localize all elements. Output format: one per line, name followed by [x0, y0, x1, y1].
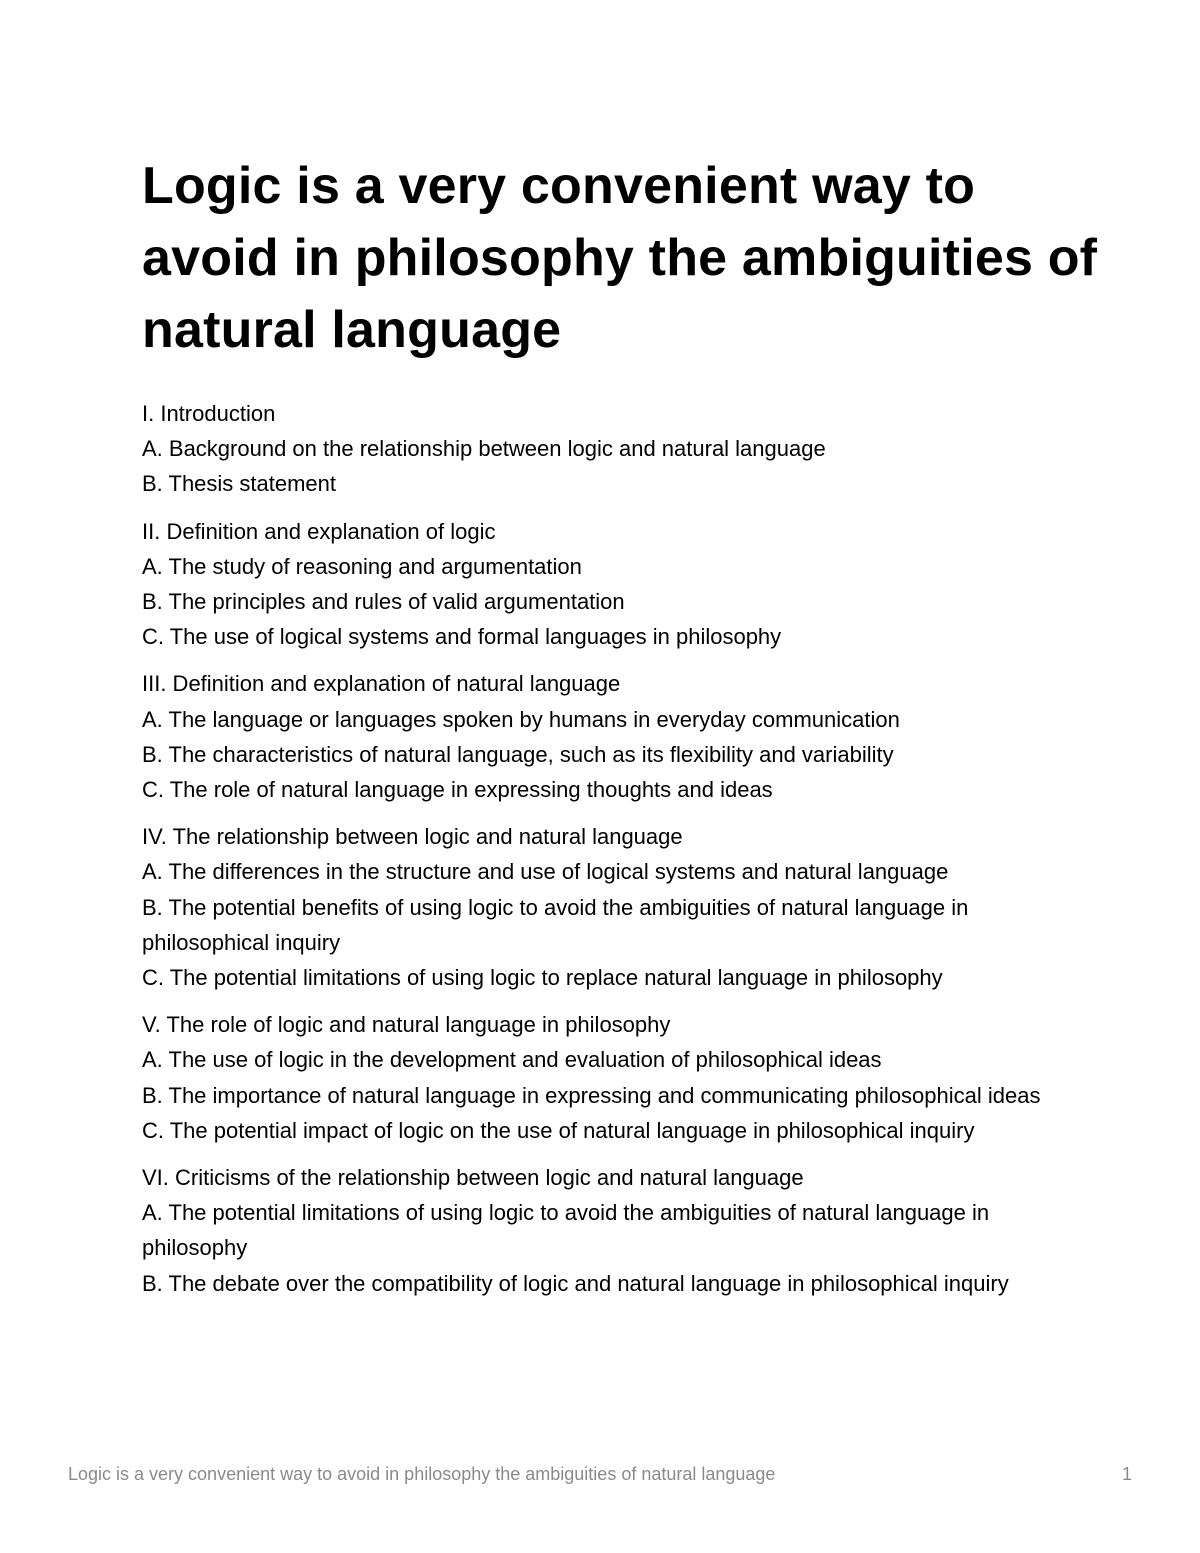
- outline-item: C. The role of natural language in expressing thoughts and ideas: [142, 777, 773, 803]
- outline-item: B. The characteristics of natural language, such as its flexibility and variability: [142, 741, 894, 767]
- outline-item: A. The language or languages spoken by humans in everyday communication: [142, 706, 900, 732]
- outline-item: A. The use of logic in the development and evaluation of philosophical ideas: [142, 1047, 882, 1073]
- outline-item: C. The potential limitations of using logic to replace natural language in philosophy: [142, 965, 943, 991]
- section-heading: III. Definition and explanation of natural language: [142, 671, 621, 697]
- outline-item: C. The use of logical systems and formal languages in philosophy: [142, 624, 782, 650]
- outline-section-introduction: [142, 396, 1062, 502]
- document-title: Logic is a very convenient way to avoid in philosophy the ambiguities of natural language: [142, 157, 1098, 359]
- section-heading: IV. The relationship between logic and natural language: [142, 824, 683, 850]
- outline-section-role-in-philosophy: [142, 1007, 1062, 1148]
- page-number: 1: [1121, 1464, 1132, 1484]
- outline-item: C. The potential impact of logic on the use of natural language in philosophical inquiry: [142, 1117, 975, 1143]
- outline-item: A. The potential limitations of using logic to avoid the ambiguities of natural language in philosophy: [142, 1200, 990, 1261]
- outline-item: B. The importance of natural language in expressing and communicating philosophical ideas: [142, 1082, 1041, 1108]
- outline-section-natural-language-definition: [142, 666, 1062, 807]
- footer-title: Logic is a very convenient way to avoid in philosophy the ambiguities of natural language: [68, 1464, 776, 1484]
- outline-item: A. Background on the relationship between logic and natural language: [142, 436, 826, 462]
- outline-item: B. The potential benefits of using logic to avoid the ambiguities of natural language in philosophical inquiry: [142, 894, 969, 955]
- outline-item: B. The principles and rules of valid argumentation: [142, 589, 625, 615]
- section-heading: I. Introduction: [142, 401, 276, 426]
- outline-section-relationship: [142, 819, 1062, 995]
- outline-item: A. The differences in the structure and use of logical systems and natural language: [142, 859, 949, 885]
- section-heading: V. The role of logic and natural language in philosophy: [142, 1012, 671, 1038]
- section-heading: VI. Criticisms of the relationship between logic and natural language: [142, 1165, 804, 1191]
- section-heading: II. Definition and explanation of logic: [142, 518, 496, 544]
- outline-item: A. The study of reasoning and argumentation: [142, 553, 582, 579]
- outline: [142, 396, 1062, 1313]
- outline-item: B. The debate over the compatibility of logic and natural language in philosophical inquiry: [142, 1270, 1009, 1296]
- outline-item: B. Thesis statement: [142, 471, 337, 497]
- outline-section-logic-definition: [142, 514, 1062, 655]
- outline-section-criticisms: [142, 1160, 1062, 1301]
- page-footer: [68, 1464, 1132, 1494]
